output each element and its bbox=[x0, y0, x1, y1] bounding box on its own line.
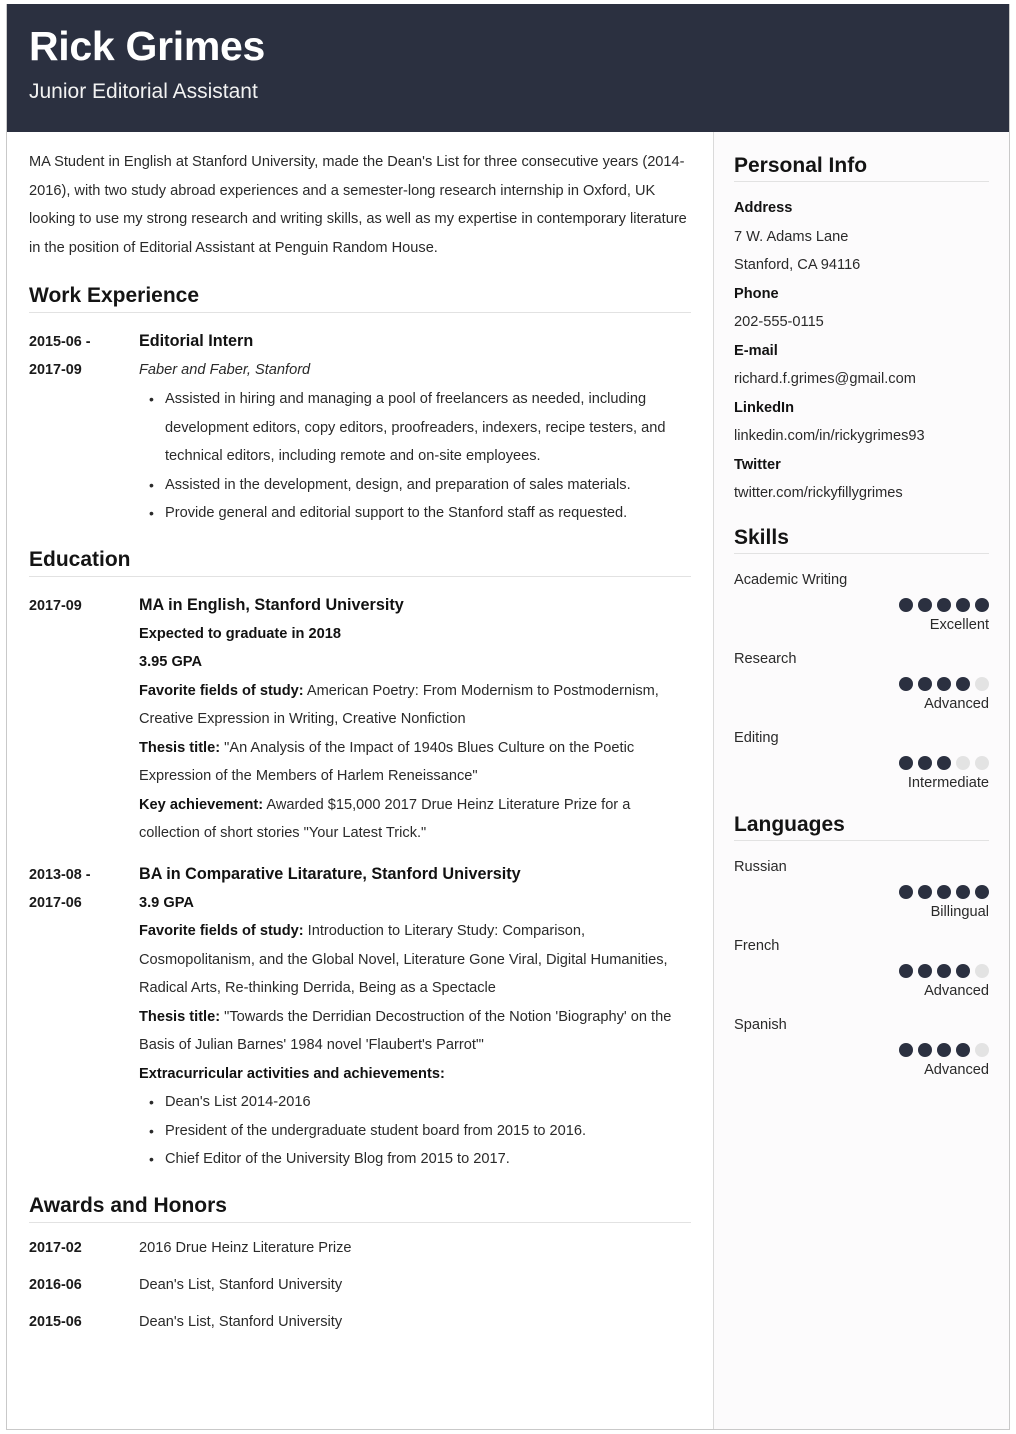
info-field-twitter bbox=[734, 451, 989, 508]
rating-dot-filled bbox=[918, 677, 932, 691]
sidebar-heading-personal-info: Personal Info bbox=[734, 154, 868, 177]
sidebar-section-languages bbox=[734, 813, 989, 1082]
info-label: Phone bbox=[734, 285, 779, 302]
info-value: 7 W. Adams Lane bbox=[734, 228, 849, 245]
skill-level: Advanced bbox=[924, 695, 989, 712]
section-work-experience bbox=[29, 284, 691, 528]
language-name: Russian bbox=[734, 858, 787, 875]
info-value: 202-555-0115 bbox=[734, 314, 824, 331]
rating-dot-filled bbox=[937, 1043, 951, 1057]
education-entry-title: MA in English, Stanford University bbox=[139, 595, 404, 614]
rating-dot-filled bbox=[956, 598, 970, 612]
info-value: Stanford, CA 94116 bbox=[734, 257, 861, 274]
section-divider bbox=[29, 312, 691, 313]
education-entry-date bbox=[29, 860, 139, 1174]
language-item bbox=[734, 932, 989, 1003]
info-field-linkedin bbox=[734, 394, 989, 451]
work-entry bbox=[29, 327, 691, 528]
detail-label: Thesis title: bbox=[139, 739, 221, 756]
rating-dot-filled bbox=[918, 964, 932, 978]
language-item bbox=[734, 853, 989, 924]
detail-text: "An Analysis of the Impact of 1940s Blues Culture on the Poetic Expression of the Members of Harlem Reneissance" bbox=[139, 739, 635, 785]
detail-label: Favorite fields of study: bbox=[139, 682, 304, 699]
info-label: E-mail bbox=[734, 342, 778, 359]
list-item: • Assisted in hiring and managing a pool of freelancers as needed, including development editors, copy editors, proofreaders, indexers, recipe testers, and technical editors, including remote and on-site employees. bbox=[165, 385, 691, 471]
work-entry-body bbox=[139, 327, 691, 528]
skill-level: Excellent bbox=[929, 616, 989, 633]
detail-text: American Poetry: From Modernism to Postmodernism, Creative Expression in Writing, Creative Nonfiction bbox=[139, 682, 659, 728]
sidebar-heading-languages: Languages bbox=[734, 812, 845, 836]
education-entry-body bbox=[139, 860, 691, 1174]
skill-name: Research bbox=[734, 650, 797, 667]
education-entry-date-from: 2013-08 - bbox=[29, 866, 91, 883]
education-entry-bullets-label: Extracurricular activities and achievements: bbox=[139, 1065, 445, 1082]
rating-dot-empty bbox=[975, 1043, 989, 1057]
education-entry-detail bbox=[139, 1003, 691, 1060]
rating-dot-filled bbox=[937, 885, 951, 899]
page-title: Rick Grimes bbox=[29, 23, 265, 69]
rating-dot-filled bbox=[918, 885, 932, 899]
skill-rating-dots bbox=[734, 677, 989, 691]
info-field-email bbox=[734, 337, 989, 394]
language-level: Advanced bbox=[924, 982, 989, 999]
rating-dot-empty bbox=[956, 756, 970, 770]
work-entry-bullets bbox=[139, 385, 691, 528]
award-text: Dean's List, Stanford University bbox=[139, 1276, 343, 1293]
education-entry-bullets bbox=[139, 1088, 691, 1174]
language-level: Advanced bbox=[924, 1061, 989, 1078]
education-entry-date-from: 2017-09 bbox=[29, 597, 82, 614]
skill-rating-dots bbox=[734, 756, 989, 770]
section-heading-awards: Awards and Honors bbox=[29, 1193, 227, 1217]
section-divider bbox=[29, 576, 691, 577]
education-entry-detail bbox=[139, 917, 691, 1003]
skill-name: Academic Writing bbox=[734, 571, 848, 588]
education-entry-detail bbox=[139, 791, 691, 848]
award-row bbox=[29, 1237, 691, 1259]
detail-label: Thesis title: bbox=[139, 1008, 221, 1025]
section-divider bbox=[29, 1222, 691, 1223]
job-title: Junior Editorial Assistant bbox=[29, 80, 258, 103]
resume-header bbox=[7, 4, 1009, 132]
sidebar-divider bbox=[734, 553, 989, 554]
language-rating-dots bbox=[734, 964, 989, 978]
education-entry-detail bbox=[139, 734, 691, 791]
section-heading-work-experience: Work Experience bbox=[29, 284, 200, 307]
rating-dot-empty bbox=[975, 964, 989, 978]
skill-rating-dots bbox=[734, 598, 989, 612]
info-field-phone bbox=[734, 280, 989, 337]
education-entry-date-to: 2017-06 bbox=[29, 894, 82, 911]
work-entry-employer: Faber and Faber, Stanford bbox=[139, 362, 311, 379]
skill-level: Intermediate bbox=[907, 774, 989, 791]
award-date: 2016-06 bbox=[29, 1276, 82, 1293]
rating-dot-filled bbox=[918, 598, 932, 612]
section-awards-and-honors bbox=[29, 1194, 691, 1333]
rating-dot-filled bbox=[937, 598, 951, 612]
section-education bbox=[29, 548, 691, 1174]
education-entry-body bbox=[139, 591, 691, 848]
rating-dot-filled bbox=[956, 885, 970, 899]
rating-dot-filled bbox=[899, 598, 913, 612]
resume-page bbox=[6, 4, 1010, 1430]
work-entry-date-to: 2017-09 bbox=[29, 362, 82, 379]
education-entry-detail bbox=[139, 677, 691, 734]
rating-dot-filled bbox=[975, 598, 989, 612]
language-rating-dots bbox=[734, 885, 989, 899]
info-value[interactable]: richard.f.grimes@gmail.com bbox=[734, 371, 916, 388]
language-item bbox=[734, 1011, 989, 1082]
detail-text: Awarded $15,000 2017 Drue Heinz Literature Prize for a collection of short stories "Your Latest Trick." bbox=[139, 796, 631, 842]
detail-text: Introduction to Literary Study: Comparison, Cosmopolitanism, and the Global Novel, Literature Gone Viral, Digital Humanities, Radical Arts, Re-thinking Derrida, Being as a Spectacle bbox=[139, 923, 668, 997]
rating-dot-filled bbox=[937, 756, 951, 770]
rating-dot-filled bbox=[975, 885, 989, 899]
list-item: • Assisted in the development, design, and preparation of sales materials. bbox=[165, 471, 691, 500]
section-heading-education: Education bbox=[29, 547, 131, 571]
info-label: Address bbox=[734, 200, 793, 217]
sidebar-heading-skills: Skills bbox=[734, 525, 789, 549]
work-entry-date bbox=[29, 327, 139, 528]
rating-dot-filled bbox=[899, 885, 913, 899]
skill-item bbox=[734, 566, 989, 637]
award-text: Dean's List, Stanford University bbox=[139, 1313, 343, 1330]
sidebar-divider bbox=[734, 181, 989, 182]
rating-dot-filled bbox=[918, 1043, 932, 1057]
sidebar-divider bbox=[734, 840, 989, 841]
rating-dot-filled bbox=[899, 677, 913, 691]
detail-text: "Towards the Derridian Decostruction of the Notion 'Biography' on the Basis of Julian Barnes' 1984 novel 'Flaubert's Parrot'" bbox=[139, 1008, 672, 1054]
info-label: Twitter bbox=[734, 456, 781, 473]
main-column bbox=[7, 132, 713, 1429]
award-row bbox=[29, 1274, 691, 1296]
education-entry-note: Expected to graduate in 2018 bbox=[139, 625, 341, 642]
sidebar-section-personal-info bbox=[734, 154, 989, 508]
rating-dot-filled bbox=[956, 677, 970, 691]
education-entry-date bbox=[29, 591, 139, 848]
info-value[interactable]: twitter.com/rickyfillygrimes bbox=[734, 485, 903, 502]
sidebar bbox=[713, 132, 1009, 1429]
detail-label: Favorite fields of study: bbox=[139, 923, 304, 940]
award-text: 2016 Drue Heinz Literature Prize bbox=[139, 1239, 352, 1256]
skill-item bbox=[734, 645, 989, 716]
rating-dot-filled bbox=[956, 1043, 970, 1057]
education-entry-gpa: 3.9 GPA bbox=[139, 894, 194, 911]
education-entry-title: BA in Comparative Litarature, Stanford University bbox=[139, 864, 521, 883]
sidebar-section-skills bbox=[734, 526, 989, 795]
rating-dot-empty bbox=[975, 677, 989, 691]
language-name: Spanish bbox=[734, 1016, 787, 1033]
skill-item bbox=[734, 724, 989, 795]
list-item: • Chief Editor of the University Blog from 2015 to 2017. bbox=[165, 1145, 691, 1174]
rating-dot-filled bbox=[899, 756, 913, 770]
detail-label: Key achievement: bbox=[139, 796, 264, 813]
professional-summary: MA Student in English at Stanford University, made the Dean's List for three consecutive years (2014-2016), with two study abroad experiences and a semester-long research internship in Oxford, UK looking to use my strong research and writing skills, as well as my expertise in contemporary literature in the position of Editorial Assistant at Penguin Random House. bbox=[29, 154, 687, 256]
rating-dot-empty bbox=[975, 756, 989, 770]
award-date: 2015-06 bbox=[29, 1313, 82, 1330]
education-entry-gpa: 3.95 GPA bbox=[139, 654, 202, 671]
list-item: • President of the undergraduate student board from 2015 to 2016. bbox=[165, 1117, 691, 1146]
list-item: • Dean's List 2014-2016 bbox=[165, 1088, 691, 1117]
info-label: LinkedIn bbox=[734, 399, 794, 416]
info-field-address bbox=[734, 194, 989, 280]
rating-dot-filled bbox=[956, 964, 970, 978]
resume-body bbox=[7, 132, 1009, 1429]
language-rating-dots bbox=[734, 1043, 989, 1057]
award-date: 2017-02 bbox=[29, 1239, 82, 1256]
skill-name: Editing bbox=[734, 729, 779, 746]
rating-dot-filled bbox=[899, 964, 913, 978]
list-item: • Provide general and editorial support to the Stanford staff as requested. bbox=[165, 499, 691, 528]
education-entry bbox=[29, 860, 691, 1174]
language-name: French bbox=[734, 937, 780, 954]
rating-dot-filled bbox=[899, 1043, 913, 1057]
award-row bbox=[29, 1311, 691, 1333]
language-level: Billingual bbox=[930, 903, 989, 920]
education-entry bbox=[29, 591, 691, 848]
rating-dot-filled bbox=[918, 756, 932, 770]
work-entry-title: Editorial Intern bbox=[139, 332, 254, 351]
info-value[interactable]: linkedin.com/in/rickygrimes93 bbox=[734, 428, 925, 445]
rating-dot-filled bbox=[937, 964, 951, 978]
work-entry-date-from: 2015-06 - bbox=[29, 334, 91, 351]
rating-dot-filled bbox=[937, 677, 951, 691]
